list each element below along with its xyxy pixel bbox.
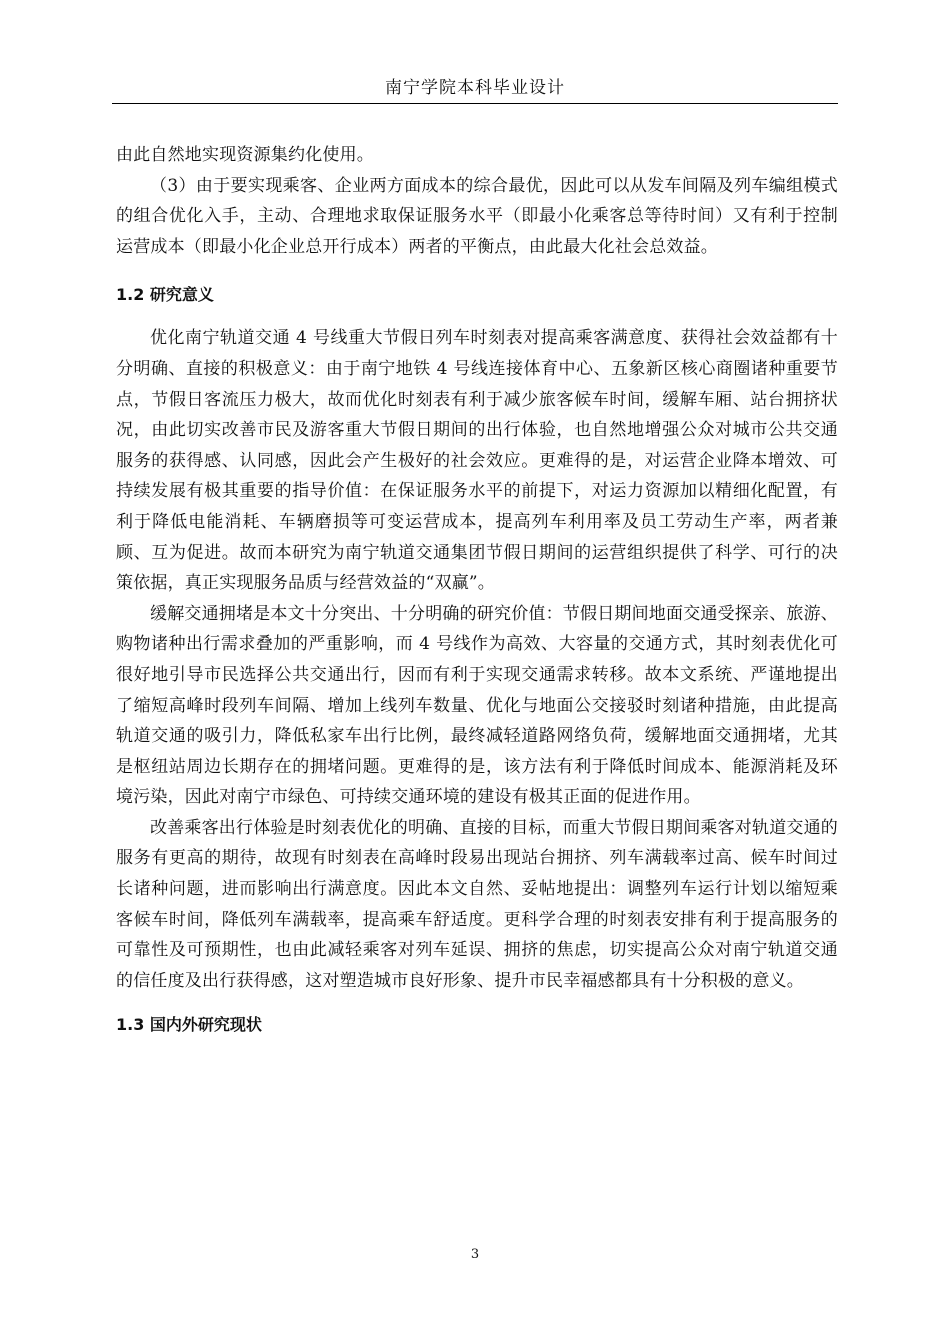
paragraph-continuation: 由此自然地实现资源集约化使用。 (116, 145, 374, 165)
paragraph-significance-2: 缓解交通拥堵是本文十分突出、十分明确的研究价值：节假日期间地面交通受探亲、旅游、购物诸种出行需求叠加的严重影响，而 4 号线作为高效、大容量的交通方式，其时刻表优化可很好地引导市民选择公共交通出行，因而有利于实现交通需求转移。故本文系统、严谨地提出了缩短高峰时段列车间隔、增加上线列车数量、优化与地面公交接驳时刻诸种措施，由此提高轨道交通的吸引力，降低私家车出行比例，最终减轻道路网络负荷，缓解地面交通拥堵，尤其是枢纽站周边长期存在的拥堵问题。更难得的是，该方法有利于降低时间成本、能源消耗及环境污染，因此对南宁市绿色、可持续交通环境的建设有极其正面的促进作用。 (116, 603, 838, 808)
section-heading-1-3: 1.3 国内外研究现状 (116, 1015, 262, 1035)
page-header-title: 南宁学院本科毕业设计 (385, 78, 565, 98)
paragraph-point-3: （3）由于要实现乘客、企业两方面成本的综合最优，因此可以从发车间隔及列车编组模式的组合优化入手，主动、合理地求取保证服务水平（即最小化乘客总等待时间）又有利于控制运营成本（即最小化企业总开行成本）两者的平衡点，由此最大化社会总效益。 (116, 175, 838, 257)
section-heading-1-2: 1.2 研究意义 (116, 285, 214, 305)
paragraph-significance-1: 优化南宁轨道交通 4 号线重大节假日列车时刻表对提高乘客满意度、获得社会效益都有十分明确、直接的积极意义：由于南宁地铁 4 号线连接体育中心、五象新区核心商圈诸种重要节点，节假日客流压力极大，故而优化时刻表有利于减少旅客候车时间，缓解车厢、站台拥挤状况，由此切实改善市民及游客重大节假日期间的出行体验，也自然地增强公众对城市公共交通服务的获得感、认同感，因此会产生极好的社会效应。更难得的是，对运营企业降本增效、可持续发展有极其重要的指导价值：在保证服务水平的前提下，对运力资源加以精细化配置，有利于降低电能消耗、车辆磨损等可变运营成本，提高列车利用率及员工劳动生产率，两者兼顾、互为促进。故而本研究为南宁轨道交通集团节假日期间的运营组织提供了科学、可行的决策依据，真正实现服务品质与经营效益的“双赢”。 (116, 328, 838, 594)
header-divider (112, 103, 838, 104)
page-number: 3 (470, 1247, 480, 1262)
paragraph-significance-3: 改善乘客出行体验是时刻表优化的明确、直接的目标，而重大节假日期间乘客对轨道交通的服务有更高的期待，故现有时刻表在高峰时段易出现站台拥挤、列车满载率过高、候车时间过长诸种问题，进而影响出行满意度。因此本文自然、妥帖地提出：调整列车运行计划以缩短乘客候车时间，降低列车满载率，提高乘车舒适度。更科学合理的时刻表安排有利于提高服务的可靠性及可预期性，也由此减轻乘客对列车延误、拥挤的焦虑，切实提高公众对南宁轨道交通的信任度及出行获得感，这对塑造城市良好形象、提升市民幸福感都具有十分积极的意义。 (116, 817, 838, 991)
document-body (116, 140, 838, 1036)
